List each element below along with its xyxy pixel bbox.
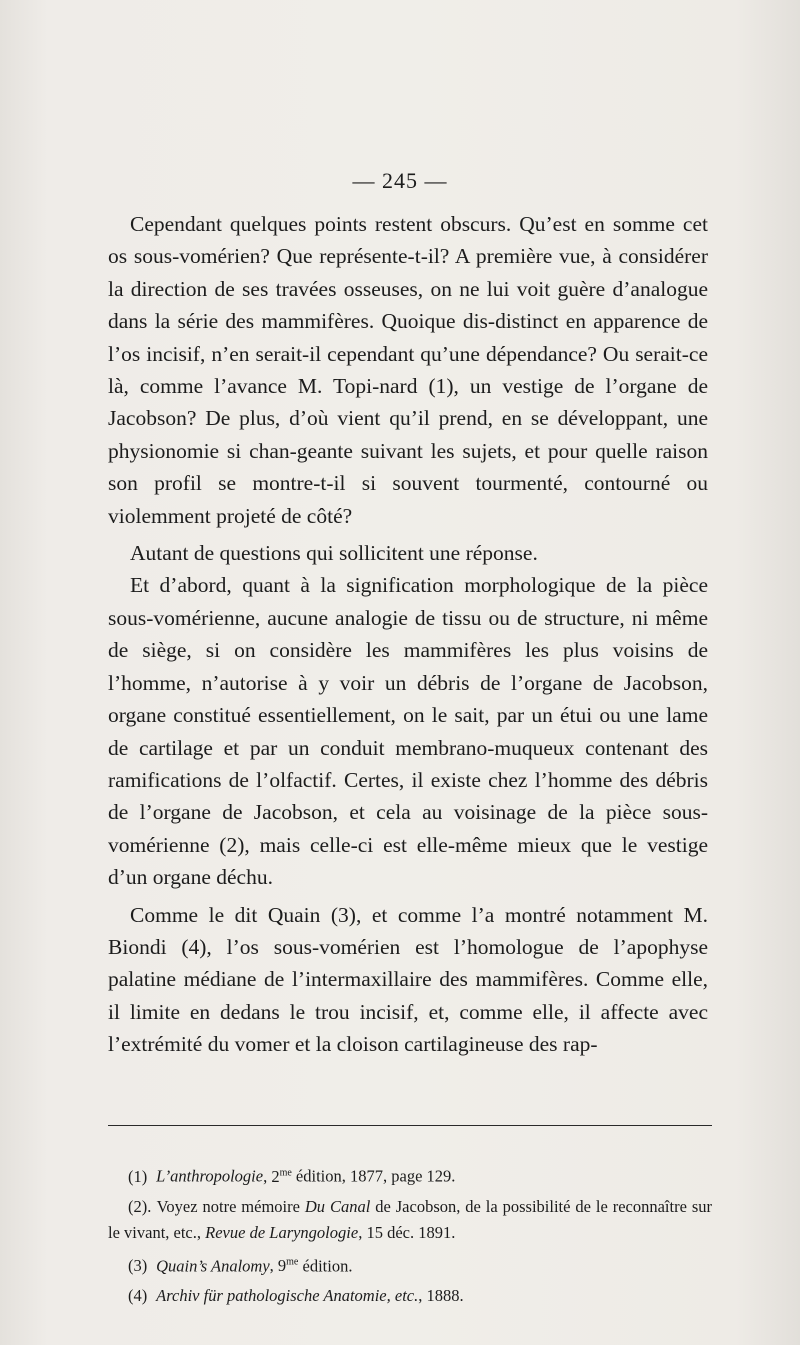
- page-number: — 245 —: [352, 168, 448, 193]
- footnote-4-number: (4): [128, 1286, 148, 1305]
- footnotes: [108, 1160, 712, 1309]
- footnote-3-title: Quain’s Analomy: [156, 1256, 270, 1275]
- footnote-2-title: Du Canal: [304, 1196, 371, 1216]
- footnote-3-number: (3): [128, 1256, 148, 1275]
- footnote-divider: [108, 1125, 712, 1126]
- footnote-2-journal: Revue de Laryngologie: [205, 1222, 359, 1242]
- footnote-4: [108, 1283, 712, 1309]
- footnote-4-rest: , 1888.: [418, 1286, 464, 1305]
- footnote-1-edition: , $2^{me}$: [263, 1166, 292, 1186]
- footnote-2-pre: Voyez notre mémoire: [152, 1196, 305, 1216]
- footnote-1-title: L’anthropologie: [156, 1166, 264, 1186]
- paragraph-3: [108, 569, 708, 893]
- footnote-1-number: (1): [128, 1166, 148, 1186]
- paragraph-1: [108, 208, 708, 532]
- footnote-2-number: (2).: [128, 1196, 152, 1216]
- paragraph-4: [108, 899, 708, 1061]
- paragraph-2: [108, 537, 708, 569]
- footnote-2-rest: , 15 déc. 1891.: [358, 1222, 456, 1242]
- footnote-2-mid: de Jacobson, de la possibilité de le reconnaître sur le vivant, etc.,: [108, 1196, 712, 1242]
- footnote-2: [108, 1194, 712, 1246]
- paragraph-1-text: Cependant quelques points restent obscurs. Qu’est en somme cet os sous-vomérien? Que représente-t-il? A première vue, à considérer la direction de ses travées osseuses, on ne lui voit guère d’analogue dans la série des mammifères. Quoique dis-distinct en apparence de l’os incisif, n’en serait-il cependant qu’une dépendance? Ou serait-ce là, comme l’avance M. Topi-nard (1), un vestige de l’organe de Jacobson? De plus, d’où vient qu’il prend, en se développant, une physionomie si chan-geante suivant les sujets, et pour quelle raison son profil se montre-t-il si souvent tourmenté, contourné ou violemment projeté de côté?: [108, 212, 708, 528]
- paragraph-2-text: Autant de questions qui sollicitent une réponse.: [130, 541, 538, 566]
- footnote-4-title: Archiv für pathologische Anatomie, etc.: [156, 1286, 419, 1305]
- paragraph-4-text: Comme le dit Quain (3), et comme l’a montré notamment M. Biondi (4), l’os sous-vomérien est l’homologue de l’apophyse palatine médiane de l’intermaxillaire des mammifères. Comme elle, il limite en dedans le trou incisif, et, comme elle, il affecte avec l’extrémité du vomer et la cloison cartilagineuse des rap-: [108, 902, 708, 1057]
- paragraph-3-text: Et d’abord, quant à la signification morphologique de la pièce sous-vomérienne, aucune analogie de tissu ou de structure, ni même de siège, si on considère les mammifères les plus voisins de l’homme, n’autorise à y voir un débris de l’organe de Jacobson, organe constitué essentiellement, on le sait, par un étui ou une lame de cartilage et par un conduit membrano-muqueux contenant des ramifications de l’olfactif. Certes, il existe chez l’homme des débris de l’organe de Jacobson, et cela au voisinage de la pièce sous-vomérienne (2), mais celle-ci est elle-même mieux que le vestige d’un organe déchu.: [108, 573, 708, 890]
- footnote-3-rest: édition.: [298, 1256, 353, 1275]
- footnote-1: [108, 1160, 712, 1190]
- footnote-3-edition: , $9^{me}$: [269, 1256, 299, 1275]
- footnote-3: [108, 1250, 712, 1280]
- footnote-1-rest: édition, 1877, page 129.: [291, 1166, 456, 1186]
- main-text: [108, 208, 708, 1061]
